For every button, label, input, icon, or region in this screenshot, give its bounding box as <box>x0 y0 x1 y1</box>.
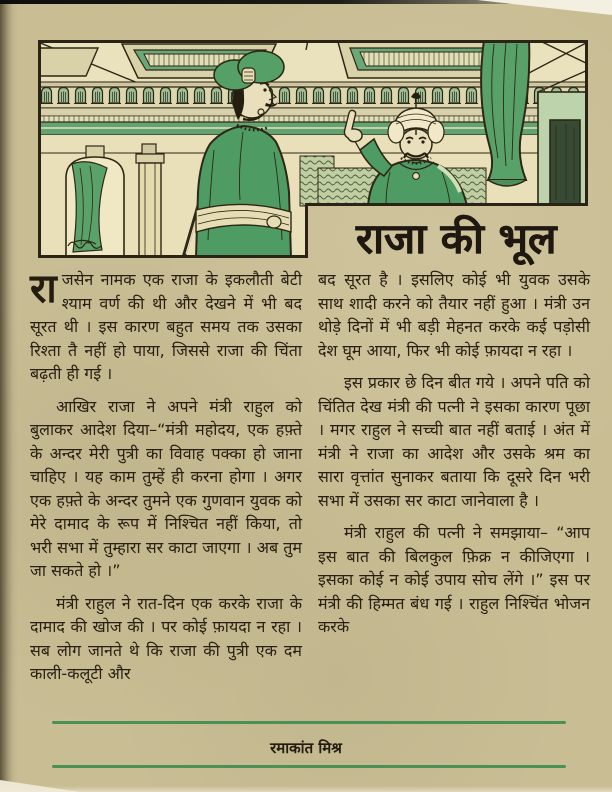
story-body <box>30 268 590 695</box>
story-paragraph: इस प्रकार छे दिन बीत गये । अपने पति को चिंतित देख मंत्री की पत्नी ने इसका कारण पूछा । मगर राहुल ने सच्ची बात नहीं बताई । अंत में मंत्री ने राजा का आदेश और उसके श्रम का सारा वृत्तांत सुनाकर बताया कि दूसरे दिन भरी सभा में उसका सर काटा जानेवाला है । <box>318 373 590 510</box>
paragraph-text: जसेन नामक एक राजा के इकलौती बेटी श्याम वर्ण की थी और देखने में भी बद सूरत थी । इस कारण बहुत समय तक उसका रिश्ता तै नहीं हो पाया, जिससे राजा की चिंता बढ़ती ही गई । <box>30 270 302 383</box>
story-title: राजा की भूल <box>355 213 557 263</box>
story-paragraph: मंत्री राहुल ने रात-दिन एक करके राजा के दामाद की खोज की । पर कोई फ़ायदा न रहा । सब लोग जानते थे कि राजा की पुत्री एक दम काली-कलूटी और <box>30 593 302 683</box>
scan-edge-left <box>0 0 18 792</box>
column-right <box>318 268 590 695</box>
author-name: रमाकांत मिश्र <box>270 739 342 757</box>
scan-edge-bottom <box>0 786 612 792</box>
scan-corner-top-right <box>477 0 612 15</box>
footer-rule-top <box>52 721 566 724</box>
story-paragraph: बद सूरत है । इसलिए कोई भी युवक उसके साथ शादी करने को तैयार नहीं हुआ । मंत्री उन थोड़े दिनों में भी बड़ी मेहनत करके कई पड़ोसी देश घूम आया, फिर भी कोई फ़ायदा न रहा । <box>318 270 590 360</box>
column-left <box>30 268 302 695</box>
footer-rule-bottom <box>52 765 566 768</box>
story-paragraph: मंत्री राहुल की पत्नी ने समझाया– “आप इस बात की बिलकुल फ़िक्र न कीजिएगा । इसका कोई न कोई उपाय सोच लेंगे ।” इस पर मंत्री की हिम्मत बंध गई । राहुल निश्चिंत भोजन करके <box>318 523 590 636</box>
drop-cap: रा <box>30 266 57 312</box>
story-paragraph <box>30 268 302 386</box>
story-paragraph: आखिर राजा ने अपने मंत्री राहुल को बुलाकर आदेश दिया–“मंत्री महोदय, एक हफ़्ते के अन्दर मेरी पुत्री का विवाह पक्का हो जाना चाहिए । यह काम तुम्हें ही करना होगा । अगर एक हफ़्ते के अन्दर तुमने एक गुणवान युवक को मेरे दामाद के रूप में निश्चित नहीं किया, तो भरी सभा में तुम्हारा सर काटा जाएगा । अब तुम जा सकते हो ।” <box>30 396 302 580</box>
pillar <box>136 144 164 258</box>
